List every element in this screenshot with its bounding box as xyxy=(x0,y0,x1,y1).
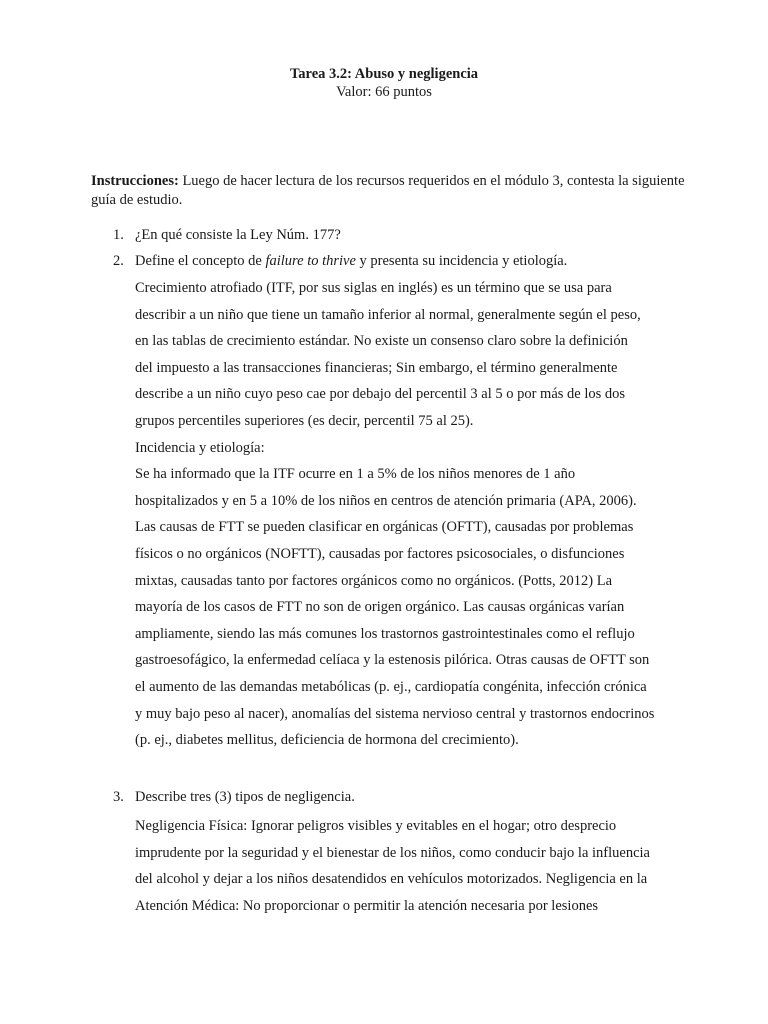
answer-line: hospitalizados y en 5 a 10% de los niños en centros de atención primaria (APA, 2006). xyxy=(135,492,637,509)
answer-line: Atención Médica: No proporcionar o permitir la atención necesaria por lesiones xyxy=(135,897,599,914)
question-text-part: Define el concepto de xyxy=(135,253,266,269)
question-number: 1. xyxy=(113,227,124,243)
question-text xyxy=(135,253,695,270)
answer-line: Crecimiento atrofiado (ITF, por sus siglas en inglés) es un término que se usa para xyxy=(135,280,612,296)
question-2 xyxy=(91,253,691,273)
question-number: 3. xyxy=(113,789,124,805)
answer-line: físicos o no orgánicos (NOFTT), causadas por factores psicosociales, o disfunciones xyxy=(135,545,625,562)
document-value: Valor: 66 puntos xyxy=(336,84,432,100)
answer-line: Incidencia y etiología: xyxy=(135,439,265,456)
answer-line: ampliamente, siendo las más comunes los trastornos gastrointestinales como el reflujo xyxy=(135,625,635,642)
answer-line: Negligencia Física: Ignorar peligros visibles y evitables en el hogar; otro desprecio xyxy=(135,818,617,834)
answer-line: del alcohol y dejar a los niños desatendidos en vehículos motorizados. Negligencia en la xyxy=(135,871,648,888)
answer-line: mayoría de los casos de FTT no son de origen orgánico. Las causas orgánicas varían xyxy=(135,599,625,616)
question-text: Describe tres (3) tipos de negligencia. xyxy=(135,789,355,805)
answer-2 xyxy=(135,275,680,754)
instructions-text: Luego de hacer lectura de los recursos requeridos en el módulo 3, contesta la siguiente guía de estudio. xyxy=(91,173,685,208)
answer-line: en las tablas de crecimiento estándar. No existe un consenso claro sobre la definición xyxy=(135,333,628,350)
answer-line: describe a un niño cuyo peso cae por debajo del percentil 3 al 5 o por más de los dos xyxy=(135,386,626,403)
question-term: failure to thrive xyxy=(265,253,356,269)
answer-line: mixtas, causadas tanto por factores orgánicos como no orgánicos. (Potts, 2012) La xyxy=(135,572,613,589)
answer-line: Se ha informado que la ITF ocurre en 1 a 5% de los niños menores de 1 año xyxy=(135,466,576,483)
question-number: 2. xyxy=(113,253,124,269)
answer-line: describir a un niño que tiene un tamaño inferior al normal, generalmente según el peso, xyxy=(135,306,641,323)
answer-3 xyxy=(135,813,680,919)
instructions-paragraph xyxy=(91,172,691,209)
instructions-label: Instrucciones: xyxy=(91,173,179,189)
answer-line: gastroesofágico, la enfermedad celíaca y la estenosis pilórica. Otras causas de OFTT son xyxy=(135,652,650,669)
answer-line: del impuesto a las transacciones financieras; Sin embargo, el término generalmente xyxy=(135,359,618,376)
question-text: ¿En qué consiste la Ley Núm. 177? xyxy=(135,227,341,243)
answer-line: (p. ej., diabetes mellitus, deficiencia de hormona del crecimiento). xyxy=(135,732,519,749)
answer-line: y muy bajo peso al nacer), anomalías del sistema nervioso central y trastornos endocrinos xyxy=(135,705,655,722)
question-1 xyxy=(91,227,691,247)
document-title: Tarea 3.2: Abuso y negligencia xyxy=(289,66,479,82)
answer-line: grupos percentiles superiores (es decir, percentil 75 al 25). xyxy=(135,412,474,429)
question-text-part: y presenta su incidencia y etiología. xyxy=(355,253,568,269)
question-3 xyxy=(91,789,691,809)
answer-line: Las causas de FTT se pueden clasificar en orgánicas (OFTT), causadas por problemas xyxy=(135,519,634,536)
answer-line: imprudente por la seguridad y el bienestar de los niños, como conducir bajo la influencia xyxy=(135,844,650,861)
answer-line: el aumento de las demandas metabólicas (p. ej., cardiopatía congénita, infección crónica xyxy=(135,678,647,695)
